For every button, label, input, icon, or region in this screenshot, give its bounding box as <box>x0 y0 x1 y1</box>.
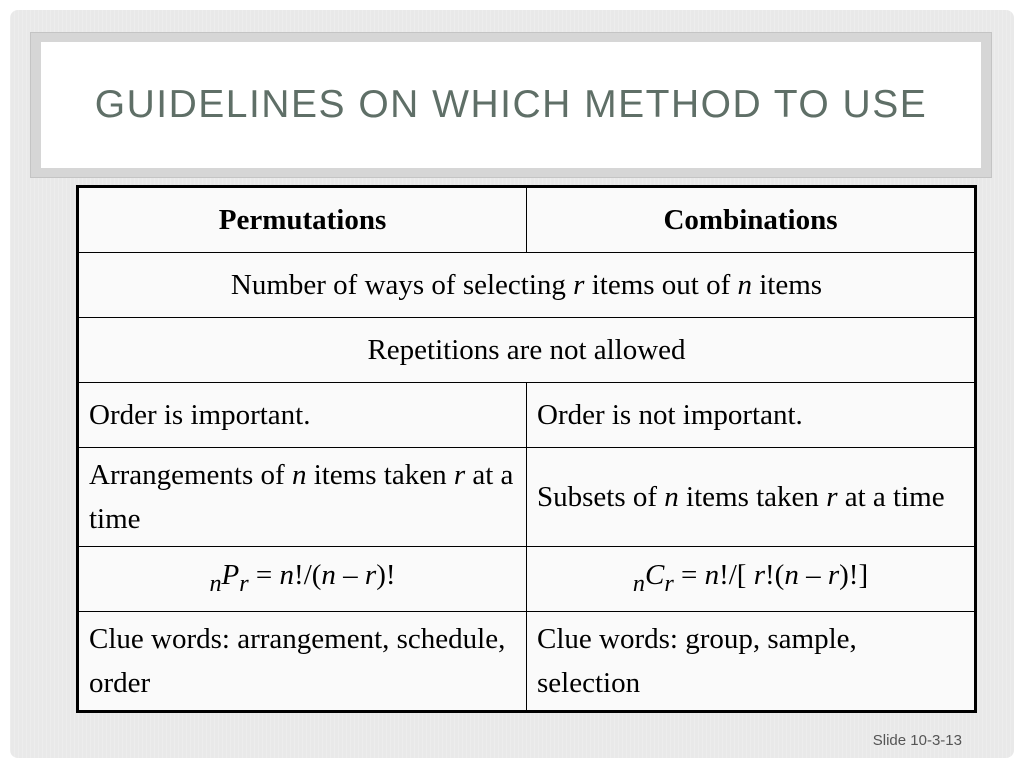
slide <box>10 10 1014 758</box>
slide-title: GUIDELINES ON WHICH METHOD TO USE <box>94 83 928 126</box>
order-combinations-cell: Order is not important. <box>527 383 976 448</box>
table-row <box>78 448 976 547</box>
table-row <box>78 612 976 712</box>
table-row <box>78 547 976 612</box>
table-header-row <box>78 187 976 253</box>
table-row <box>78 253 976 318</box>
description-combinations-cell: Subsets of n items taken r at a time <box>527 448 976 547</box>
description-permutations-cell: Arrangements of n items taken r at a time <box>78 448 527 547</box>
shared-repetition-cell: Repetitions are not allowed <box>78 318 976 383</box>
formula-permutations-cell: $_nP_r = n!/(n - r)$! <box>78 547 527 612</box>
clues-combinations-cell: Clue words: group, sample, selection <box>527 612 976 712</box>
header-combinations: Combinations <box>527 187 976 253</box>
title-frame <box>30 32 992 178</box>
shared-selection-cell: Number of ways of selecting r items out of n items <box>78 253 976 318</box>
formula-combinations-cell: $_nC_r = n!/$[ r!(n – r)!] <box>527 547 976 612</box>
order-permutations-cell: Order is important. <box>78 383 527 448</box>
table-row <box>78 318 976 383</box>
header-permutations: Permutations <box>78 187 527 253</box>
table-row <box>78 383 976 448</box>
clues-permutations-cell: Clue words: arrangement, schedule, order <box>78 612 527 712</box>
title-box <box>41 42 981 168</box>
slide-number: Slide 10-3-13 <box>872 732 962 749</box>
comparison-table <box>76 185 977 713</box>
